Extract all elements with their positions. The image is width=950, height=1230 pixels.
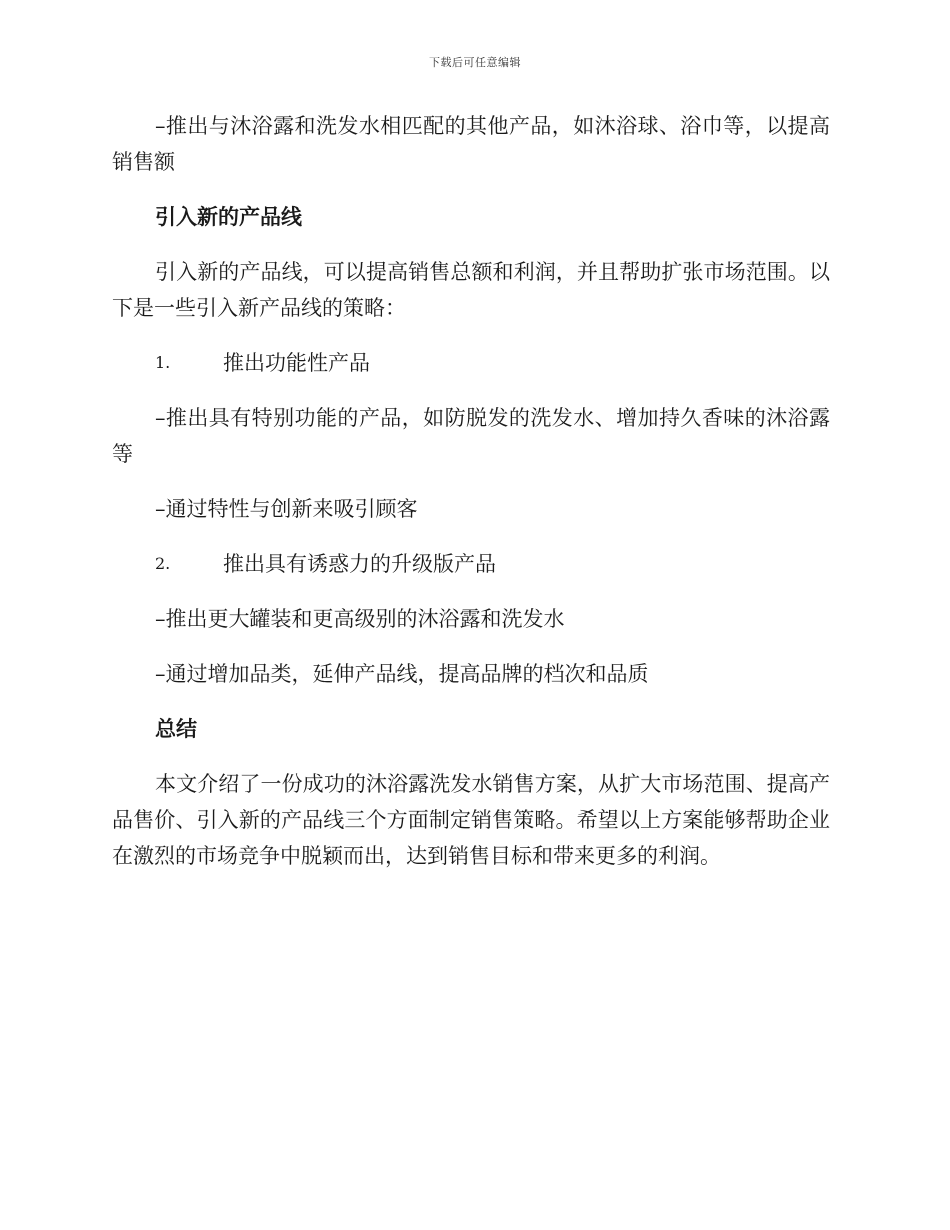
- list-number: 1.: [155, 353, 171, 372]
- section-heading-summary: 总结: [155, 716, 197, 741]
- paragraph-larger-packaging: –推出更大罐装和更高级别的沐浴露和洗发水: [155, 607, 565, 631]
- paragraph-extend-product-line: –通过增加品类，延伸产品线，提高品牌的档次和品质: [155, 662, 649, 686]
- document-body: [112, 108, 830, 893]
- list-number: 2.: [155, 554, 171, 573]
- list-item-text: 推出功能性产品: [223, 351, 370, 375]
- paragraph-summary: 本文介绍了一份成功的沐浴露洗发水销售方案，从扩大市场范围、提高产品售价、引入新的产品线三个方面制定销售策略。希望以上方案能够帮助企业在激烈的市场竞争中脱颖而出，达到销售目标和带来更多的利润。: [112, 772, 830, 868]
- list-item-text: 推出具有诱惑力的升级版产品: [223, 552, 496, 576]
- paragraph-functional-products-detail: –推出具有特别功能的产品，如防脱发的洗发水、增加持久香味的沐浴露等: [112, 406, 830, 466]
- page-header: 下载后可任意编辑: [429, 56, 521, 69]
- list-item-upgraded-products: [112, 546, 830, 582]
- list-item-functional-products: [112, 345, 830, 381]
- paragraph-accessory-products: –推出与沐浴露和洗发水相匹配的其他产品，如沐浴球、浴巾等，以提高销售额: [112, 114, 830, 174]
- paragraph-new-product-line-intro: 引入新的产品线，可以提高销售总额和利润，并且帮助扩张市场范围。以下是一些引入新产品线的策略：: [112, 260, 830, 320]
- paragraph-innovation: –通过特性与创新来吸引顾客: [155, 497, 418, 521]
- section-heading-new-product-line: 引入新的产品线: [155, 204, 302, 229]
